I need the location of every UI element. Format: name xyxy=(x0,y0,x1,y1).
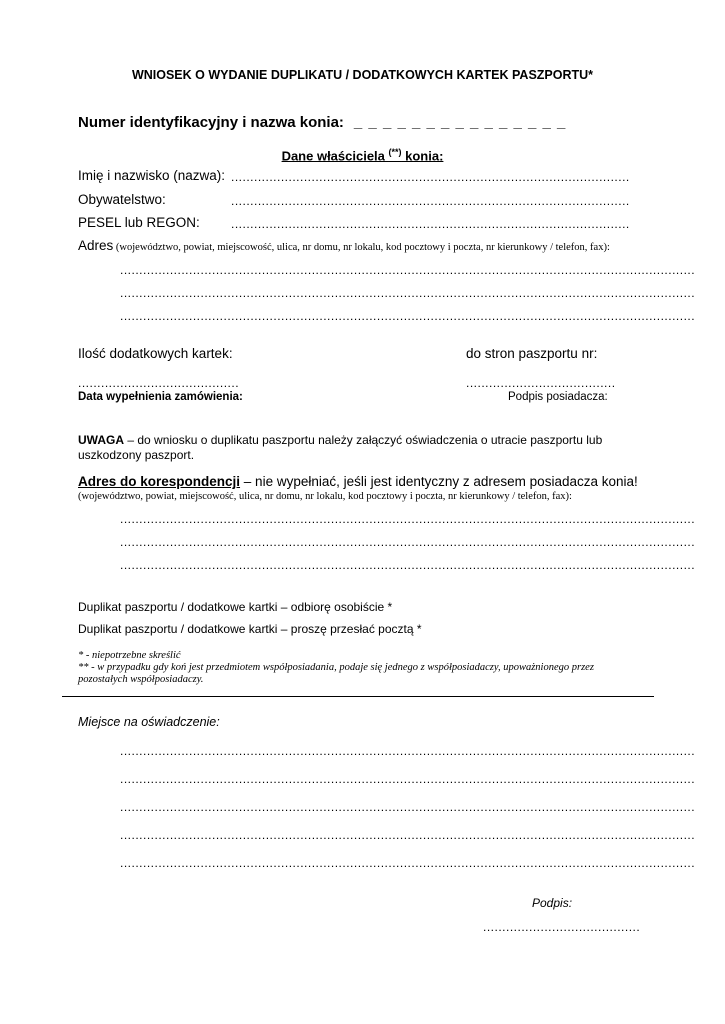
citizenship-label: Obywatelstwo: xyxy=(78,192,166,207)
statement-line-4[interactable]: ...................................................................................................................................................... xyxy=(120,828,696,842)
date-field[interactable]: .......................................... xyxy=(78,376,240,390)
correspondence-hint: (województwo, powiat, miejscowość, ulica, nr domu, nr lokalu, kod pocztowy i poczta, nr kierunkowy / telefon, fax): xyxy=(78,491,572,502)
passport-number-label: do stron paszportu nr: xyxy=(466,346,598,361)
owner-signature-field[interactable]: ....................................... xyxy=(466,376,616,390)
address-line-3[interactable]: ...................................................................................................................................................... xyxy=(120,309,696,323)
footnote-1: * - niepotrzebne skreślić xyxy=(78,650,181,661)
pesel-field[interactable]: ........................................................................................................ xyxy=(231,217,630,231)
horse-id-line xyxy=(78,114,566,131)
date-label: Data wypełnienia zamówienia: xyxy=(78,391,243,403)
address-label-line xyxy=(78,238,610,253)
address-line-2[interactable]: ...................................................................................................................................................... xyxy=(120,286,696,300)
horse-id-label: Numer identyfikacyjny i nazwa konia: xyxy=(78,114,344,131)
form-title: WNIOSEK O WYDANIE DUPLIKATU / DODATKOWYCH KARTEK PASZPORTU* xyxy=(131,68,594,82)
horse-id-field[interactable]: _ _ _ _ _ _ _ _ _ _ _ _ _ _ _ xyxy=(353,114,567,131)
footnote-2-cont: pozostałych współposiadaczy. xyxy=(78,674,204,685)
pesel-label: PESEL lub REGON: xyxy=(78,215,200,230)
address-label: Adres xyxy=(78,238,114,253)
owner-name-label: Imię i nazwisko (nazwa): xyxy=(78,168,226,183)
pickup-post-option[interactable]: Duplikat paszportu / dodatkowe kartki – proszę przesłać pocztą * xyxy=(78,622,422,636)
statement-line-3[interactable]: ...................................................................................................................................................... xyxy=(120,800,696,814)
signature-label: Podpis: xyxy=(532,896,573,910)
footnote-2: ** - w przypadku gdy koń jest przedmiotem współposiadania, podaje się jednego z współposiadaczy, upoważnionego przez xyxy=(78,662,594,673)
pickup-personal-option[interactable]: Duplikat paszportu / dodatkowe kartki – odbiorę osobiście * xyxy=(78,600,393,614)
signature-field[interactable]: ......................................... xyxy=(483,920,641,934)
correspondence-heading-line xyxy=(78,474,638,489)
statement-label: Miejsce na oświadczenie: xyxy=(78,715,220,729)
extra-pages-label: Ilość dodatkowych kartek: xyxy=(78,346,233,361)
correspondence-note: – nie wypełniać, jeśli jest identyczny z adresem posiadacza konia! xyxy=(240,474,638,489)
section-divider xyxy=(62,696,654,697)
owner-name-field[interactable]: ........................................................................................................ xyxy=(231,170,630,184)
correspondence-line-1[interactable]: ...................................................................................................................................................... xyxy=(120,512,696,526)
address-line-1[interactable]: ...................................................................................................................................................... xyxy=(120,263,696,277)
correspondence-line-2[interactable]: ...................................................................................................................................................... xyxy=(120,535,696,549)
owner-signature-label: Podpis posiadacza: xyxy=(508,391,608,403)
owner-section-heading: Dane właściciela (**) konia: xyxy=(281,147,444,164)
warning-note: UWAGA – do wniosku o duplikatu paszportu należy załączyć oświadczenia o utracie paszportu lub uszkodzony paszport. xyxy=(78,433,603,462)
citizenship-field[interactable]: ........................................................................................................ xyxy=(231,194,630,208)
address-hint: (województwo, powiat, miejscowość, ulica, nr domu, nr lokalu, kod pocztowy i poczta, nr kierunkowy / telefon, fax): xyxy=(113,242,610,253)
correspondence-heading: Adres do korespondencji xyxy=(78,474,241,489)
statement-line-2[interactable]: ...................................................................................................................................................... xyxy=(120,772,696,786)
correspondence-line-3[interactable]: ...................................................................................................................................................... xyxy=(120,558,696,572)
statement-line-1[interactable]: ...................................................................................................................................................... xyxy=(120,744,696,758)
statement-line-5[interactable]: ...................................................................................................................................................... xyxy=(120,856,696,870)
